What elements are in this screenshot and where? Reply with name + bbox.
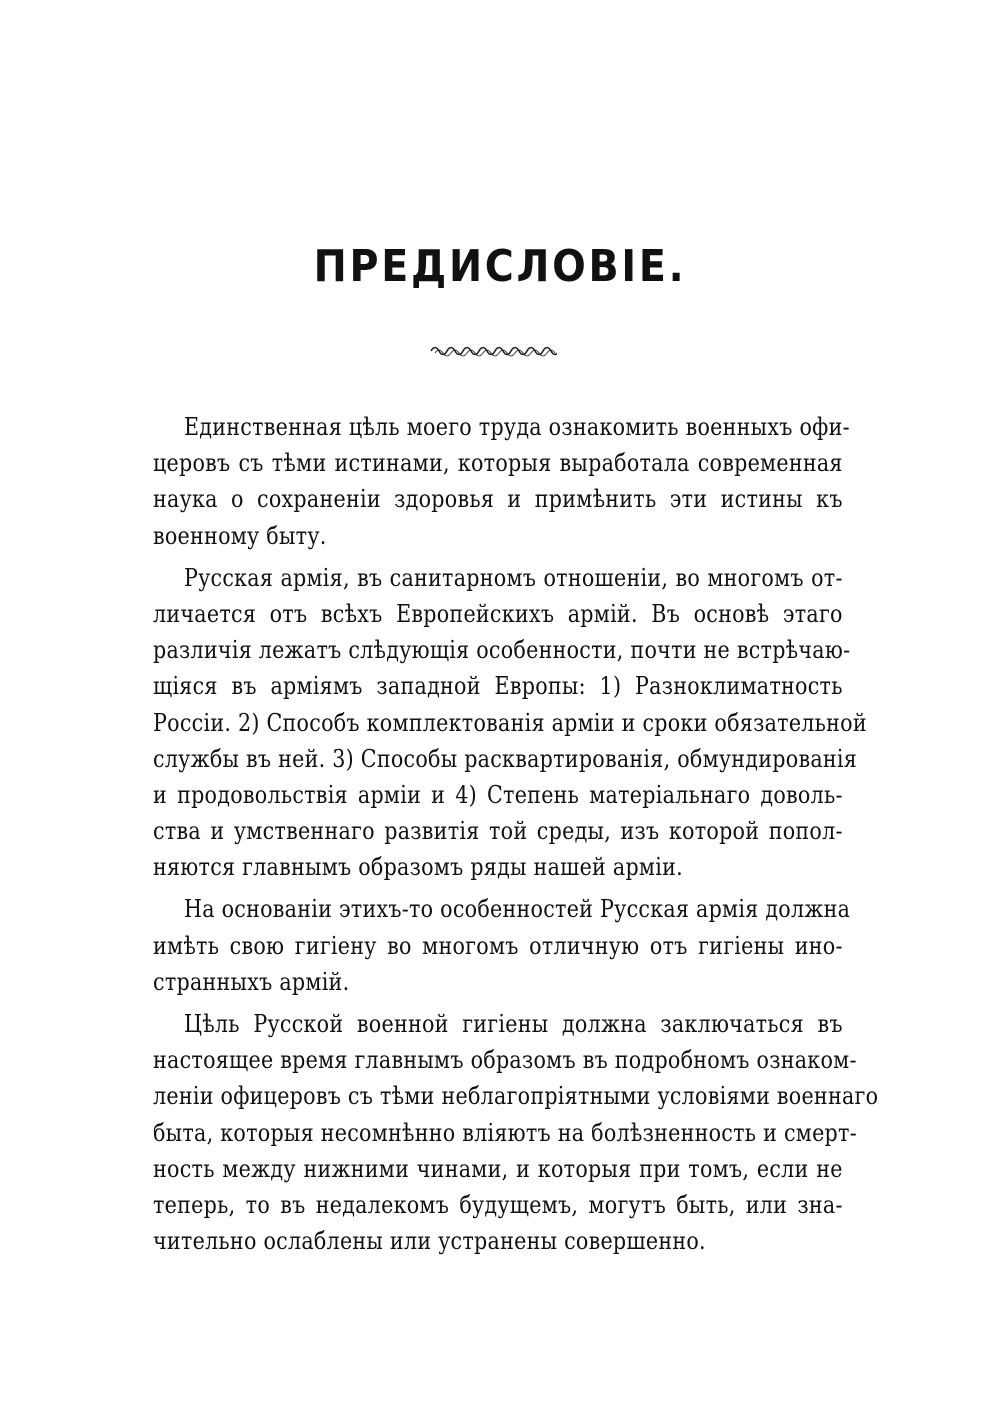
text-line: теперь, то въ недалекомъ будущемъ, могутъ быть, или зна- (153, 1190, 843, 1219)
text-line: чительно ослаблены или устранены совершенно. (153, 1227, 706, 1256)
text-line: службы въ ней. 3) Способы расквартированія, обмундированія (153, 744, 858, 773)
paragraph-3 (153, 891, 851, 1000)
text-line: имѣть свою гигіену во многомъ отличную отъ гигіены ино- (153, 931, 843, 960)
preface-body (153, 409, 879, 1259)
text-line: настоящее время главнымъ образомъ въ подробномъ ознаком- (153, 1046, 857, 1075)
wavy-divider-ornament (429, 340, 557, 358)
text-line: странныхъ армій. (153, 967, 350, 996)
text-line: Россіи. 2) Способъ комплектованія арміи и сроки обязательной (153, 708, 867, 737)
text-line: наука о сохраненіи здоровья и примѣнить эти истины къ (153, 485, 843, 514)
text-line: щіяся въ арміямъ западной Европы: 1) Разноклиматность (153, 672, 843, 701)
text-line: военному быту. (153, 521, 327, 550)
text-line: Цѣль Русской военной гигіены должна заключаться въ (183, 1010, 843, 1038)
text-line: Единственная цѣль моего труда ознакомить военныхъ офи- (183, 413, 850, 441)
text-line: различія лежатъ слѣдующія особенности, почти не встрѣчаю- (153, 636, 851, 665)
text-line: ность между нижними чинами, и которыя при томъ, если не (153, 1154, 843, 1183)
paragraph-1 (153, 409, 850, 554)
text-line: На основаніи этихъ-то особенностей Русская армія должна (183, 895, 851, 924)
text-line: личается отъ всѣхъ Европейскихъ армій. Въ основѣ этаго (153, 599, 843, 628)
text-line: ства и умственнаго развитія той среды, изъ которой попол- (153, 817, 843, 846)
text-line: и продовольствія арміи и 4) Степень матеріальнаго доволь- (153, 780, 843, 809)
text-line: няются главнымъ образомъ ряды нашей арміи. (153, 853, 683, 882)
text-line: церовъ съ тѣми истинами, которыя выработала современная (153, 449, 843, 478)
paragraph-4 (153, 1006, 879, 1259)
page-title: ПРЕДИСЛОВІЕ. (313, 241, 687, 292)
text-line: леніи офицеровъ съ тѣми неблагопріятными условіями военнаго (153, 1082, 879, 1111)
paragraph-2 (153, 560, 867, 886)
text-line: быта, которыя несомнѣнно вліяютъ на болѣзненность и смерт- (153, 1118, 857, 1147)
text-line: Русская армія, въ санитарномъ отношеніи, во многомъ от- (183, 563, 843, 592)
